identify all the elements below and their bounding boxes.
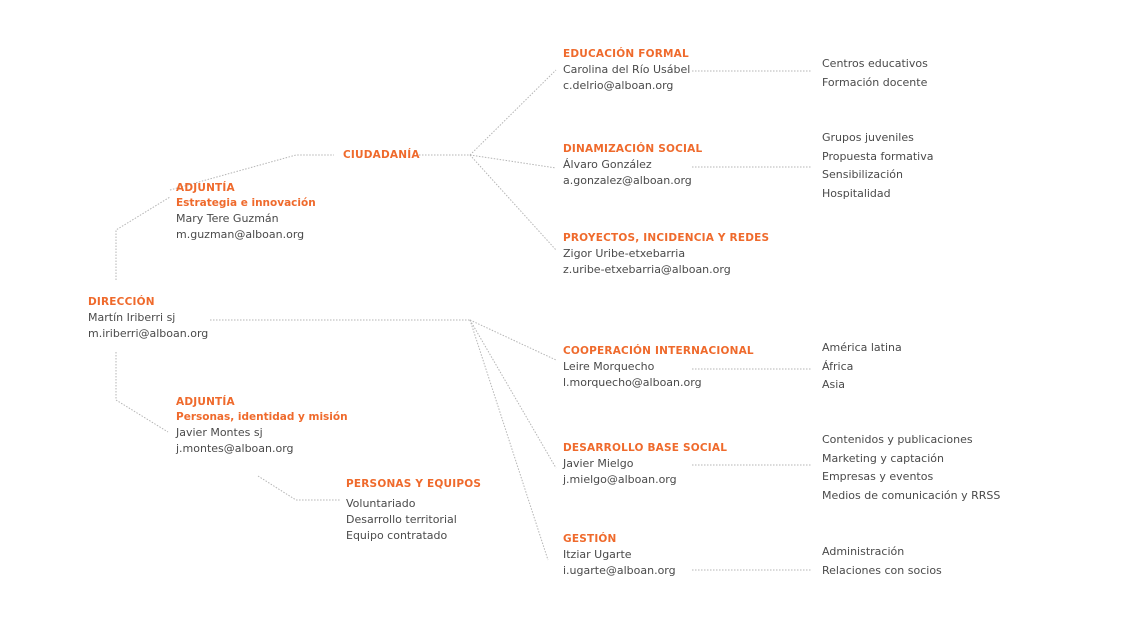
node-person: Zigor Uribe-etxebarria	[563, 247, 686, 260]
node-subtitle: Estrategia e innovación	[176, 197, 316, 209]
node-dinamizacion-social	[563, 142, 702, 189]
node-person: Javier Montes sj	[176, 426, 263, 439]
node-title: DESARROLLO BASE SOCIAL	[563, 442, 728, 454]
list-item: Desarrollo territorial	[346, 513, 457, 526]
list-gestion	[822, 543, 942, 580]
node-direccion	[88, 295, 208, 342]
node-email: i.ugarte@alboan.org	[563, 564, 676, 577]
list-item: Empresas y eventos	[822, 470, 934, 483]
node-proyectos-incidencia-redes	[563, 231, 769, 278]
connector-hub-gestion	[470, 320, 548, 560]
list-educacion	[822, 55, 928, 92]
node-cooperacion-internacional	[563, 344, 754, 391]
connector-adjuntia2-personas	[258, 476, 340, 500]
list-item: Grupos juveniles	[822, 131, 914, 144]
node-person: Itziar Ugarte	[563, 548, 632, 561]
node-title: ADJUNTÍA	[176, 396, 235, 408]
connector-hub-cooperacion	[470, 320, 556, 360]
node-item-list	[346, 496, 481, 544]
node-email: a.gonzalez@alboan.org	[563, 174, 692, 187]
connector-hub-proyectos	[470, 155, 556, 250]
node-title: EDUCACIÓN FORMAL	[563, 48, 689, 60]
node-person: Mary Tere Guzmán	[176, 212, 279, 225]
node-personas-equipos	[346, 477, 481, 544]
node-email: c.delrio@alboan.org	[563, 79, 674, 92]
node-desarrollo-base-social	[563, 441, 727, 488]
list-item: Centros educativos	[822, 57, 928, 70]
node-title: CIUDADANÍA	[343, 149, 420, 161]
list-cooperacion	[822, 339, 902, 395]
list-item: Formación docente	[822, 75, 928, 89]
node-title: COOPERACIÓN INTERNACIONAL	[563, 345, 754, 357]
node-gestion	[563, 532, 676, 579]
node-email: m.guzman@alboan.org	[176, 228, 305, 241]
list-item: Sensibilización	[822, 168, 903, 181]
node-email: z.uribe-etxebarria@alboan.org	[563, 263, 731, 276]
list-desarrollo	[822, 431, 1000, 505]
node-adjuntia-personas	[176, 395, 348, 457]
list-item: Medios de comunicación y RRSS	[822, 488, 1001, 502]
list-item: Asia	[822, 378, 846, 391]
node-person: Martín Iriberri sj	[88, 311, 176, 324]
node-email: l.morquecho@alboan.org	[563, 376, 702, 389]
node-title: ADJUNTÍA	[176, 182, 235, 194]
connector-hub-dinamizacion	[470, 155, 556, 168]
node-title: PERSONAS Y EQUIPOS	[346, 478, 482, 490]
list-item: África	[822, 359, 854, 373]
node-title: DIRECCIÓN	[88, 296, 155, 308]
list-item: Hospitalidad	[822, 186, 891, 200]
node-title: DINAMIZACIÓN SOCIAL	[563, 143, 703, 155]
connector-hub-desarrollo	[470, 320, 556, 468]
list-item: Administración	[822, 545, 905, 558]
connector-hub-educacion	[470, 70, 556, 155]
node-email: m.iriberri@alboan.org	[88, 327, 209, 340]
list-dinamizacion	[822, 129, 933, 203]
node-adjuntia-estrategia	[176, 181, 316, 243]
node-person: Álvaro González	[563, 158, 652, 171]
list-item: América latina	[822, 341, 902, 354]
node-email: j.montes@alboan.org	[176, 442, 294, 455]
connector-direccion-adjuntia2	[116, 352, 168, 432]
node-educacion-formal	[563, 47, 690, 94]
node-person: Javier Mielgo	[563, 457, 634, 470]
node-title: GESTIÓN	[563, 533, 617, 545]
node-title: PROYECTOS, INCIDENCIA Y REDES	[563, 232, 770, 244]
list-item: Marketing y captación	[822, 451, 944, 465]
node-person: Leire Morquecho	[563, 360, 655, 373]
list-item: Contenidos y publicaciones	[822, 433, 973, 446]
connector-direccion-adjuntia1	[116, 197, 170, 280]
node-subtitle: Personas, identidad y misión	[176, 411, 348, 423]
list-item: Propuesta formativa	[822, 149, 934, 163]
node-ciudadania	[343, 148, 420, 163]
list-item: Voluntariado	[346, 497, 416, 510]
node-email: j.mielgo@alboan.org	[563, 473, 677, 486]
list-item: Equipo contratado	[346, 529, 448, 542]
list-item: Relaciones con socios	[822, 563, 942, 577]
node-person: Carolina del Río Usábel	[563, 63, 691, 76]
